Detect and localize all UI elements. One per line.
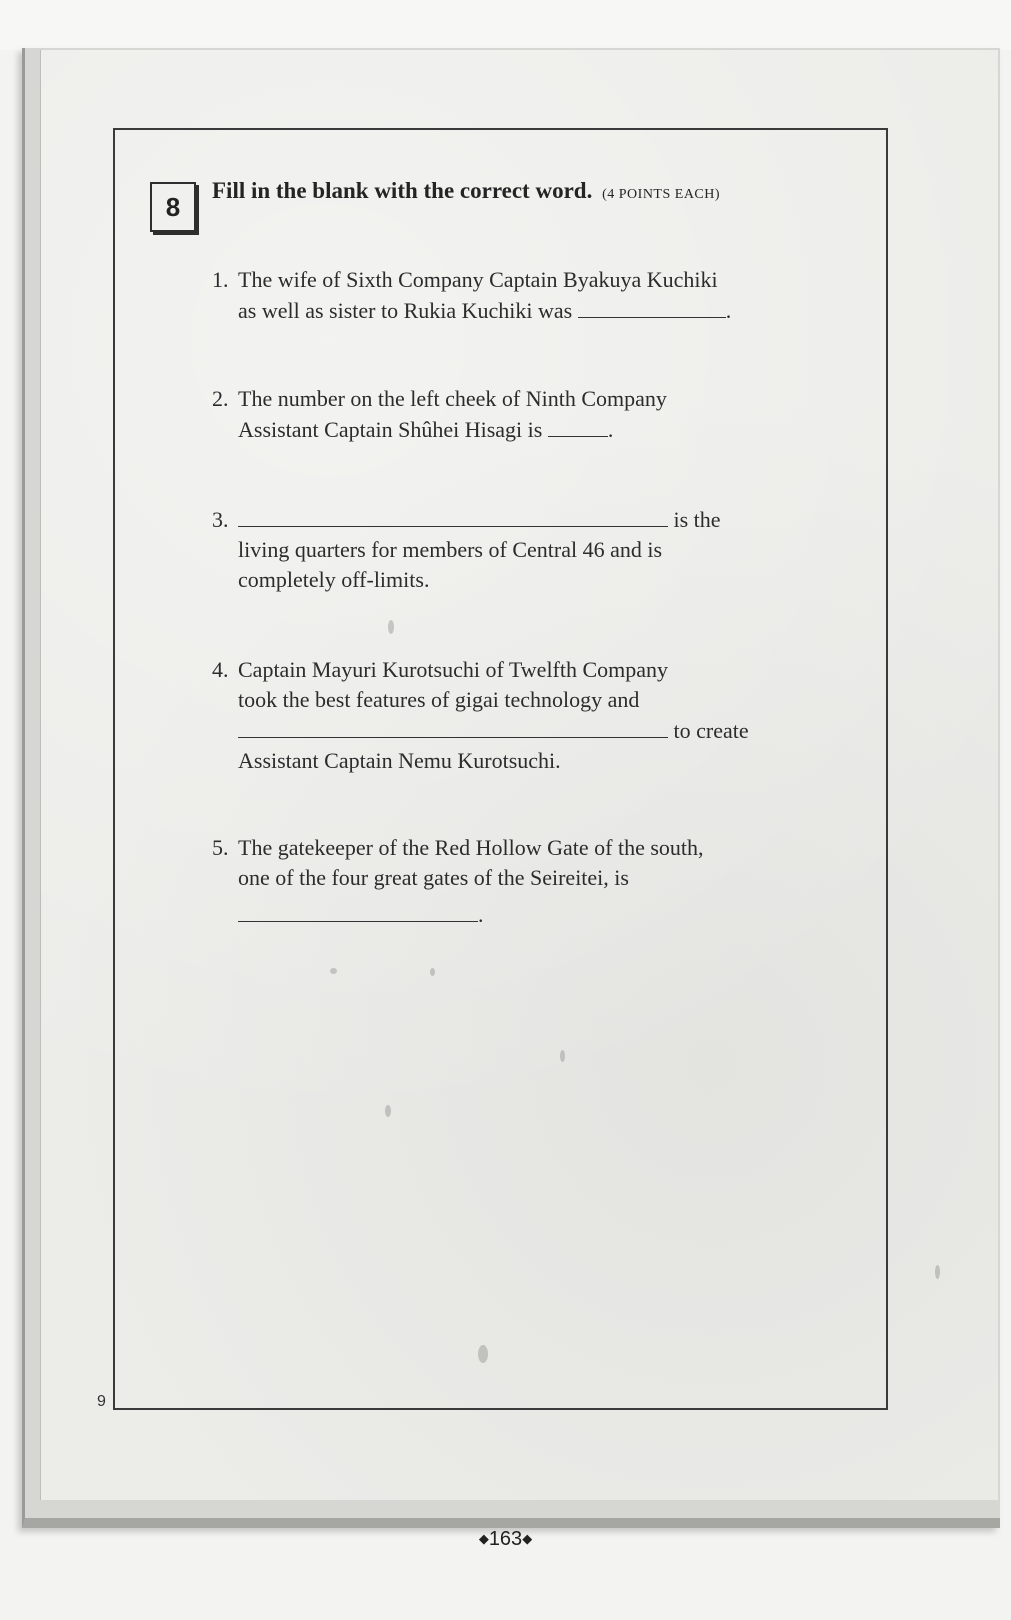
question-2 <box>212 384 812 445</box>
question-number: 5. <box>212 835 229 860</box>
section-number-badge: 8 <box>150 182 196 232</box>
question-5 <box>212 833 812 930</box>
instruction-text: Fill in the blank with the correct word. <box>212 178 593 203</box>
answer-blank[interactable] <box>578 295 726 318</box>
question-3 <box>212 504 812 595</box>
question-number: 2. <box>212 386 229 411</box>
question-line <box>212 295 812 326</box>
diamond-ornament-icon: ◆ <box>478 1531 489 1546</box>
question-text: took the best features of gigai technology and <box>238 687 640 712</box>
question-line <box>212 715 812 746</box>
question-number: 1. <box>212 267 229 292</box>
page-folio <box>0 1528 1011 1551</box>
answer-blank[interactable] <box>238 715 668 738</box>
question-text: Captain Mayuri Kurotsuchi of Twelfth Company <box>238 657 669 682</box>
answer-blank[interactable] <box>238 504 668 527</box>
paper-speck <box>935 1265 940 1279</box>
question-text: The number on the left cheek of Ninth Company <box>238 386 667 411</box>
question-line <box>212 414 812 445</box>
section-instruction <box>212 178 852 204</box>
question-1 <box>212 265 812 326</box>
question-punctuation: . <box>478 902 484 927</box>
page-top-margin <box>0 0 1011 50</box>
question-text: Assistant Captain Nemu Kurotsuchi. <box>238 748 561 773</box>
question-text: as well as sister to Rukia Kuchiki was <box>238 298 573 323</box>
question-text: living quarters for members of Central 46 and is <box>238 537 663 562</box>
diamond-ornament-icon: ◆ <box>522 1531 533 1546</box>
margin-number: 9 <box>97 1393 106 1410</box>
question-line <box>212 899 812 930</box>
question-number: 4. <box>212 657 229 682</box>
answer-blank[interactable] <box>238 899 478 922</box>
question-punctuation: . <box>725 298 732 323</box>
question-text: The wife of Sixth Company Captain Byakuya Kuchiki <box>238 267 718 292</box>
question-text: The gatekeeper of the Red Hollow Gate of the south, <box>238 835 704 860</box>
question-text: Assistant Captain Shûhei Hisagi is <box>238 417 543 442</box>
question-text: one of the four great gates of the Seireitei, is <box>238 865 629 890</box>
question-number: 3. <box>212 507 229 532</box>
question-text: to create <box>673 718 749 743</box>
question-punctuation: . <box>607 417 614 442</box>
points-note: (4 POINTS EACH) <box>602 187 721 202</box>
answer-blank[interactable] <box>548 414 608 437</box>
question-text: is the <box>673 507 721 532</box>
question-4 <box>212 655 812 776</box>
page-number: 163 <box>488 1528 523 1550</box>
question-text: completely off-limits. <box>238 567 430 592</box>
